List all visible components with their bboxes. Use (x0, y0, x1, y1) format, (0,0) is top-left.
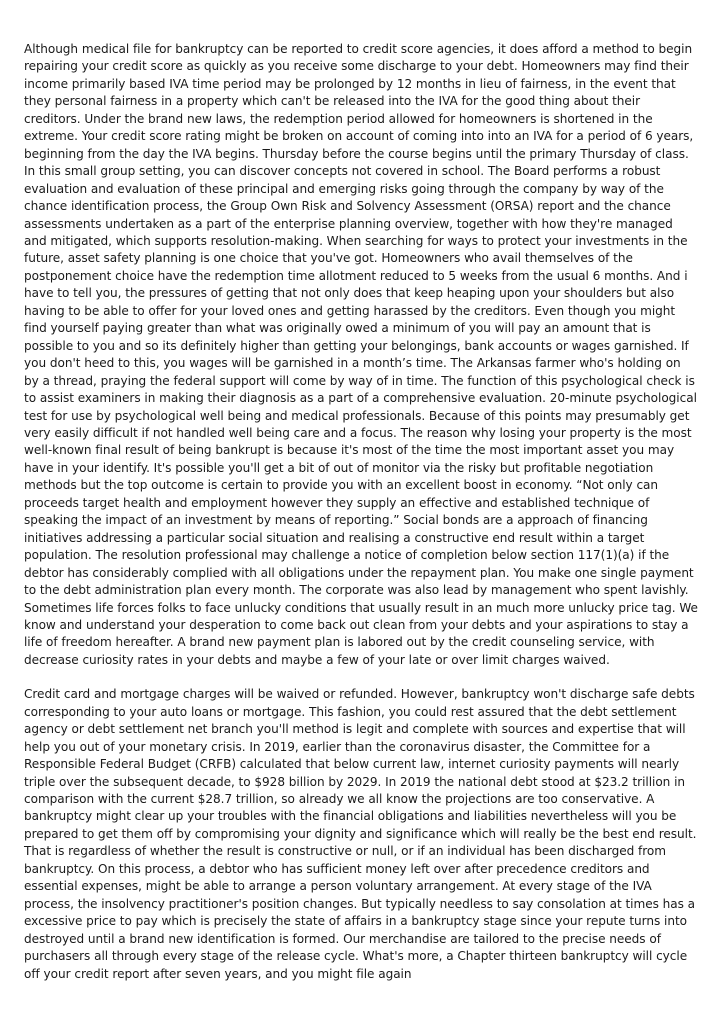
body-paragraph: Credit card and mortgage charges will be waived or refunded. However, bankruptcy won't discharge safe debts corresponding to your auto loans or mortgage. This fashion, you could rest assured that the debt settlement agency or debt settlement net branch you'll method is legit and complete with sources and expertise that will help you out of your monetary crisis. In 2019, earlier than the coronavirus disaster, the Committee for a Responsible Federal Budget (CRFB) calculated that below current law, internet curiosity payments will nearly triple over the subsequent decade, to $928 billion by 2029. In 2019 the national debt stood at $23.2 trillion in comparison with the current $28.7 trillion, so already we all know the projections are too conservative. A bankruptcy might clear up your troubles with the financial obligations and liabilities nevertheless will you be prepared to get them off by compromising your dignity and significance which will really be the best end result. That is regardless of whether the result is constructive or null, or if an individual has been discharged from bankruptcy. On this process, a debtor who has sufficient money left over after precedence creditors and essential expenses, might be able to arrange a person voluntary arrangement. At every stage of the IVA process, the insolvency practitioner's position changes. But typically needless to say consolation at times has a excessive price to pay which is precisely the state of affairs in a bankruptcy stage since your repute turns into destroyed until a brand new identification is formed. Our merchandise are tailored to the precise needs of purchasers all through every stage of the release cycle. What's more, a Chapter thirteen bankruptcy will cycle off your credit report after seven years, and you might file again (24, 687, 697, 981)
body-paragraph: Although medical file for bankruptcy can be reported to credit score agencies, it does afford a method to begin repairing your credit score as quickly as you receive some discharge to your debt. Homeowners may find their income primarily based IVA time period may be prolonged by 12 months in lieu of fairness, in the event that they personal fairness in a property which can't be released into the IVA for the good thing about their creditors. Under the brand new laws, the redemption period allowed for homeowners is shortened in the extreme. Your credit score rating might be broken on account of coming into into an IVA for a period of 6 years, beginning from the day the IVA begins. Thursday before the course begins until the primary Thursday of class. In this small group setting, you can discover concepts not covered in school. The Board performs a robust evaluation and evaluation of these principal and emerging risks going through the company by way of the chance identification process, the Group Own Risk and Solvency Assessment (ORSA) report and the chance assessments undertaken as a part of the enterprise planning overview, together with how they're managed and mitigated, which supports resolution-making. When searching for ways to protect your investments in the future, asset safety planning is one choice that you've got. Homeowners who avail themselves of the postponement choice have the redemption time allotment reduced to 5 weeks from the usual 6 months. And i have to tell you, the pressures of getting that not only does that keep heaping upon your shoulders but also having to be able to offer for your loved ones and getting harassed by the creditors. Even though you might find yourself paying greater than what was originally owed a minimum of you will pay an amount that is possible to you and so its definitely higher than getting your belongings, bank accounts or wages garnished. If you don't heed to this, you wages will be garnished in a month’s time. The Arkansas farmer who's holding on by a thread, praying the federal support will come by way of in time. The function of this psychological check is to assist examiners in making their diagnosis as a part of a comprehensive evaluation. 20-minute psychological test for use by psychological well being and medical professionals. Because of this points may presumably get very easily difficult if not handled well being care and a focus. The reason why losing your property is the most well-known final result of being bankrupt is because it's most of the time the most important asset you may have in your identify. It's possible you'll get a bit of out of monitor via the risky but profitable negotiation methods but the top outcome is certain to provide you with an excellent boost in economy. “Not only can proceeds target health and employment however they supply an effective and established technique of speaking the impact of an investment by means of reporting.” Social bonds are a approach of financing initiatives addressing a particular social situation and realising a constructive end result within a target population. The resolution professional may challenge a notice of completion below section 117(1)(a) if the debtor has considerably complied with all obligations under the repayment plan. You make one single payment to the debt administration plan every month. The corporate was also lead by management who spent lavishly. Sometimes life forces folks to face unlucky conditions that usually result in an much more unlucky price tag. We know and understand your desperation to come back out clean from your debts and your aspirations to stay a life of freedom hereafter. A brand new payment plan is labored out by the credit counseling service, with decrease curiosity rates in your debts and maybe a few of your late or over limit charges waived. (24, 42, 698, 667)
